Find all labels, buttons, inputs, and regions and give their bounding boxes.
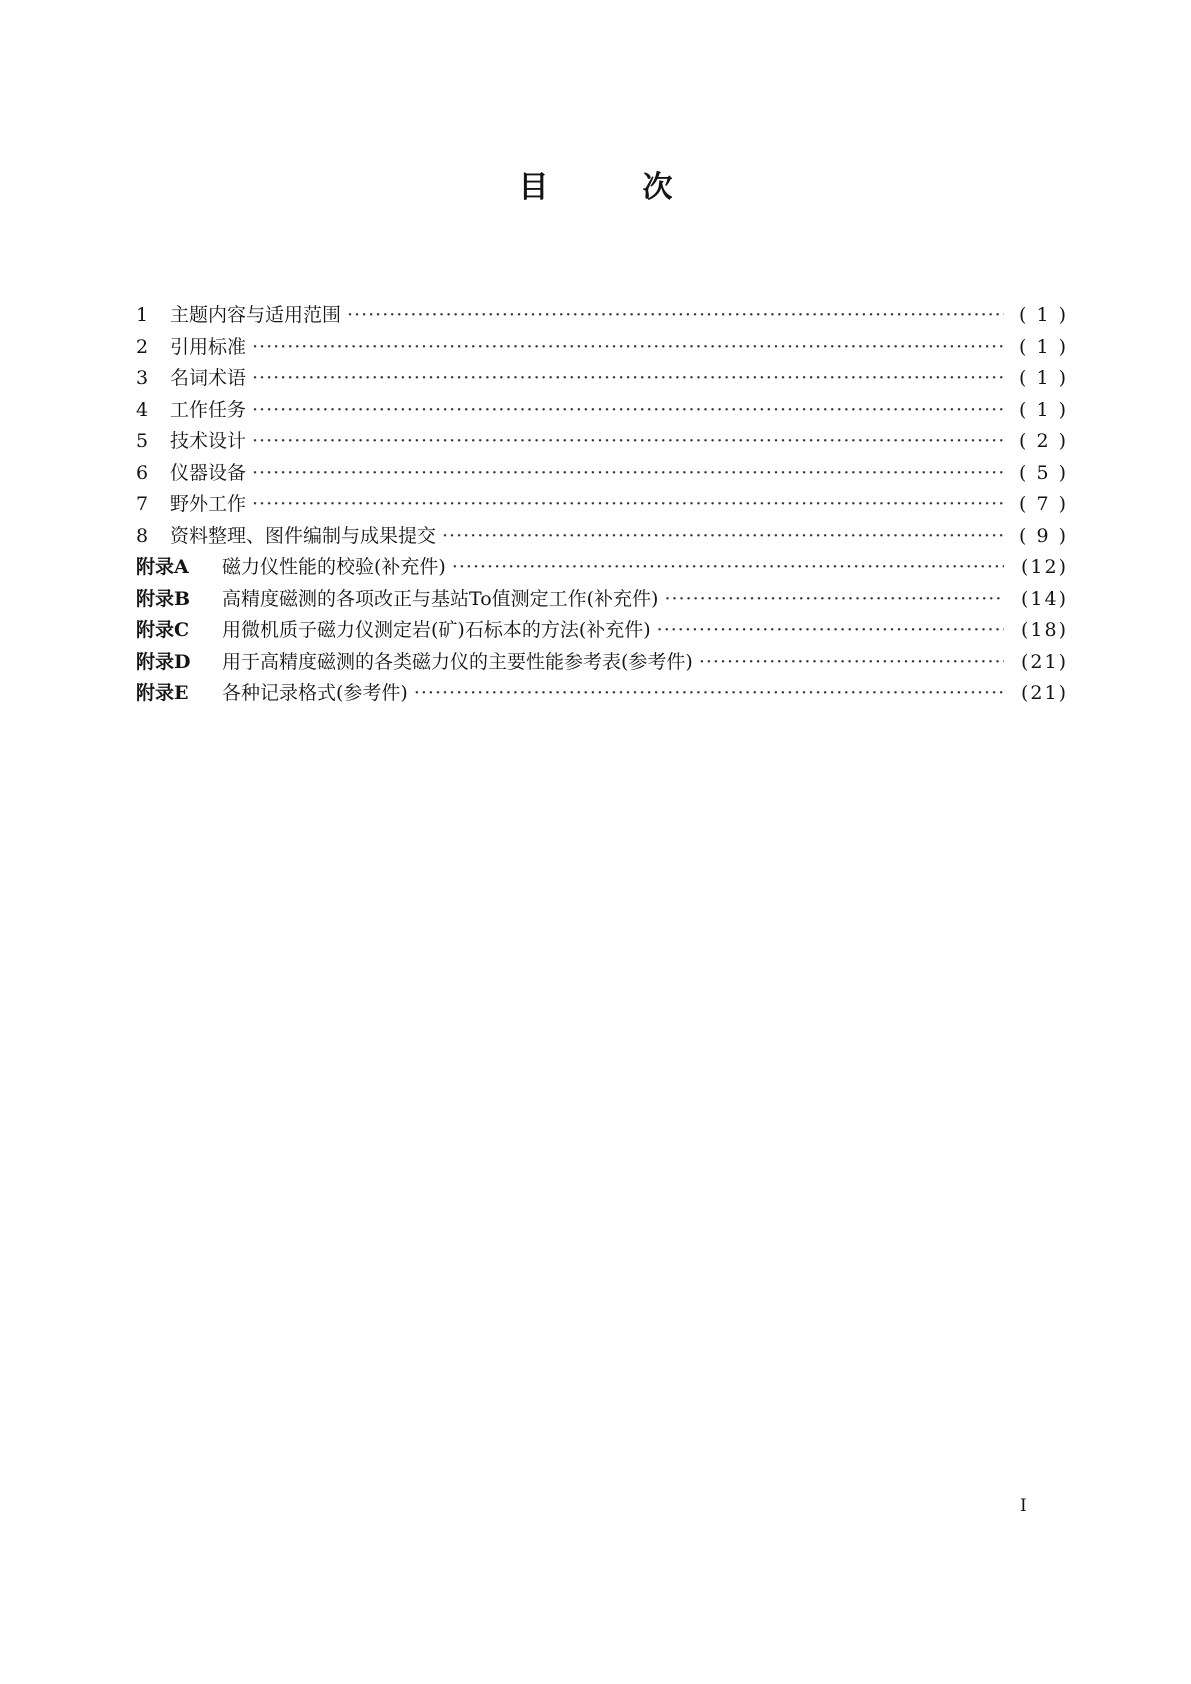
toc-entry-page: ( 5 ): [1019, 461, 1068, 484]
toc-entry-number: 附录B: [136, 587, 191, 610]
toc-entry-title: 技术设计: [170, 430, 247, 452]
toc-entry-number: 4: [136, 398, 149, 421]
toc-entry[interactable]: [136, 489, 1068, 521]
toc-entry[interactable]: [136, 363, 1068, 395]
toc-entry-page: ( 1 ): [1019, 398, 1068, 421]
toc-dot-leader: [414, 678, 1004, 710]
toc-entry-page: (21): [1020, 682, 1068, 704]
toc-entry-title: 名词术语: [170, 367, 247, 389]
toc-dot-leader: [664, 584, 1004, 616]
toc-entry-title: 各种记录格式(参考件): [222, 682, 408, 704]
toc-dot-leader: [252, 395, 1004, 427]
toc-dot-leader: [252, 363, 1004, 395]
table-of-contents: [136, 300, 1068, 710]
toc-entry-page: ( 7 ): [1019, 493, 1068, 515]
toc-dot-leader: [452, 552, 1004, 584]
toc-entry-number: 1: [136, 304, 149, 326]
toc-entry-number: 8: [136, 524, 149, 547]
toc-entry-number: 3: [136, 367, 149, 389]
toc-entry-number: 附录D: [136, 650, 191, 673]
toc-entry-page: ( 2 ): [1019, 430, 1068, 452]
toc-entry-page: ( 1 ): [1019, 367, 1068, 389]
toc-entry-title: 高精度磁测的各项改正与基站To值测定工作(补充件): [222, 587, 659, 610]
toc-entry-title: 仪器设备: [170, 461, 247, 484]
toc-dot-leader: [252, 426, 1004, 458]
toc-dot-leader: [252, 458, 1004, 490]
toc-entry-page: (21): [1020, 650, 1068, 673]
toc-entry-title: 资料整理、图件编制与成果提交: [170, 524, 437, 547]
toc-entry[interactable]: [136, 426, 1068, 458]
toc-entry-number: 6: [136, 461, 149, 484]
toc-entry-page: (18): [1020, 619, 1068, 641]
toc-entry-number: 附录A: [136, 556, 189, 578]
toc-entry-number: 7: [136, 493, 149, 515]
toc-entry[interactable]: [136, 395, 1068, 427]
toc-appendix-entry[interactable]: [136, 552, 1068, 584]
toc-entry-title: 野外工作: [170, 493, 247, 515]
toc-dot-leader: [699, 647, 1004, 679]
toc-appendix-entry[interactable]: [136, 647, 1068, 679]
toc-dot-leader: [252, 332, 1004, 364]
toc-entry-number: 2: [136, 335, 149, 358]
toc-entry-page: (12): [1020, 556, 1068, 578]
toc-entry-page: ( 1 ): [1019, 335, 1068, 358]
toc-entry[interactable]: [136, 458, 1068, 490]
toc-entry-number: 附录C: [136, 619, 190, 641]
toc-entry-title: 用于高精度磁测的各类磁力仪的主要性能参考表(参考件): [222, 650, 693, 673]
toc-entry-number: 5: [136, 430, 149, 452]
page-number: I: [1020, 1496, 1027, 1516]
toc-appendix-entry[interactable]: [136, 584, 1068, 616]
toc-entry[interactable]: [136, 332, 1068, 364]
toc-dot-leader: [442, 521, 1004, 553]
toc-dot-leader: [347, 300, 1004, 332]
toc-appendix-entry[interactable]: [136, 615, 1068, 647]
toc-entry-title: 主题内容与适用范围: [170, 304, 342, 326]
page-title: 目次: [518, 170, 767, 205]
toc-entry-number: 附录E: [136, 682, 189, 704]
toc-entry[interactable]: [136, 300, 1068, 332]
toc-dot-leader: [252, 489, 1004, 521]
toc-dot-leader: [657, 615, 1004, 647]
toc-entry[interactable]: [136, 521, 1068, 553]
toc-entry-title: 用微机质子磁力仪测定岩(矿)石标本的方法(补充件): [222, 619, 651, 641]
toc-entry-title: 引用标准: [170, 335, 247, 358]
toc-entry-page: ( 1 ): [1019, 304, 1068, 326]
toc-appendix-entry[interactable]: [136, 678, 1068, 710]
toc-entry-title: 工作任务: [170, 398, 247, 421]
toc-entry-page: (14): [1020, 587, 1068, 610]
toc-entry-title: 磁力仪性能的校验(补充件): [222, 556, 446, 578]
toc-entry-page: ( 9 ): [1019, 524, 1068, 547]
